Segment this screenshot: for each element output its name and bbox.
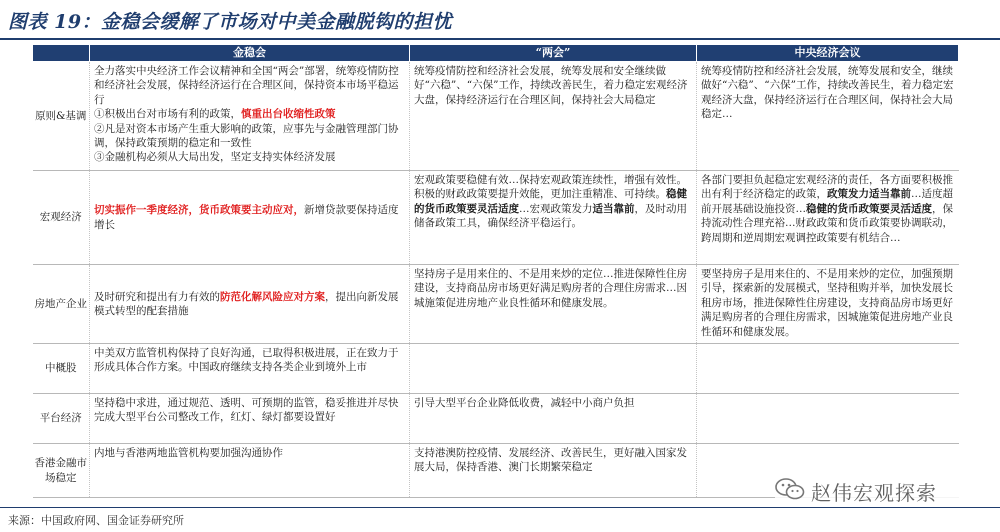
- figure-title: 图表 19：金稳会缓解了市场对中美金融脱钩的担忧: [8, 11, 453, 33]
- policy-comparison-table: [32, 44, 959, 498]
- highlight-text: 防范化解风险应对方案: [220, 290, 325, 303]
- cell-text: [414, 64, 692, 107]
- cell-text-segment: ③金融机构必须从大局出发，坚定支持实体经济发展: [94, 151, 336, 164]
- cell-text-segment: 要坚持房子是用来住的、不是用来炒的定位，加强预期引导，探索新的发展模式，坚持租购并举，加快发展长租房市场，推进保障性住房建设，支持商品房市场更好满足购房者的合理住房需求，因城施策促进房地产业良性循环和健康发展。: [701, 268, 953, 338]
- cell-text-segment: ，及时动用储备政策工具，确保经济平稳运行。: [414, 202, 687, 230]
- table-cell: [410, 444, 697, 498]
- table-cell: [697, 265, 959, 344]
- row-label: 香港金融市场稳定: [33, 444, 90, 498]
- highlight-text: 慎重出台收缩性政策: [241, 108, 336, 121]
- cell-text: [414, 446, 692, 475]
- cell-text: [701, 267, 955, 339]
- cell-text-segment: 坚持稳中求进，通过规范、透明、可预期的监管，稳妥推进并尽快完成大型平台公司整改工作，红灯、绿灯都要设置好: [94, 397, 399, 424]
- table-row: [33, 394, 959, 444]
- table-cell: [410, 265, 697, 344]
- table-cell: [410, 394, 697, 444]
- cell-text: [94, 64, 405, 165]
- cell-text-segment: 新增贷款要保持适度增长: [94, 204, 399, 231]
- emphasis-text: 适当靠前: [592, 202, 635, 215]
- cell-text-segment: 统筹疫情防控和经济社会发展，统筹发展和安全继续做好“六稳”、“六保”工作，持续改善民生，着力稳定宏观经济大盘，保持经济运行在合理区间，保持社会大局稳定: [414, 65, 688, 106]
- cell-text-segment: 内地与香港两地监管机构要加强沟通协作: [94, 447, 283, 459]
- row-label: 平台经济: [33, 394, 90, 444]
- watermark-text: 赵伟宏观探索: [811, 480, 937, 505]
- table-cell: [697, 171, 959, 265]
- table-cell: [90, 62, 410, 171]
- table-cell: [410, 62, 697, 171]
- header-blank: [33, 45, 90, 62]
- table-cell: [697, 62, 959, 171]
- table-cell: [697, 394, 959, 444]
- cell-text: [94, 203, 405, 232]
- table-row: [33, 171, 959, 265]
- table-cell: [90, 344, 410, 394]
- header-lianghui: “两会”: [410, 45, 697, 62]
- row-label: 宏观经济: [33, 171, 90, 265]
- cell-text-segment: …适度超前开展基础设施投资…: [701, 188, 953, 215]
- cell-text-segment: 引导大型平台企业降低收费，减轻中小商户负担: [414, 397, 635, 409]
- header-central-economic-conference: 中央经济会议: [697, 45, 959, 62]
- table-cell: [697, 344, 959, 394]
- cell-text: [94, 446, 405, 460]
- cell-text-segment: 全力落实中央经济工作会议精神和全国“两会”部署，统筹疫情防控和经济社会发展，保持经济运行在合理区间，保持资本市场平稳运行: [94, 65, 399, 106]
- emphasis-text: 政策发力适当靠前: [827, 188, 911, 201]
- table-cell: [90, 171, 410, 265]
- cell-text-segment: 宏观政策要稳健有效…保持宏观政策连续性，增强有效性。积极的财政政策要提升效能，更加注重精准、可持续。: [414, 174, 687, 201]
- cell-text-segment: 各部门要担负起稳定宏观经济的责任，各方面要积极推出有利于经济稳定的政策，: [701, 174, 953, 201]
- header-jinwenhui: 金稳会: [90, 45, 410, 62]
- row-label: 房地产企业: [33, 265, 90, 344]
- wechat-icon: [775, 477, 805, 505]
- cell-text-segment: …宏观政策发力: [519, 202, 593, 215]
- cell-text: [414, 173, 692, 231]
- table-cell: [90, 444, 410, 498]
- cell-text-segment: 支持港澳防控疫情、发展经济、改善民生，更好融入国家发展大局，保持香港、澳门长期繁荣稳定: [414, 447, 687, 474]
- cell-text-segment: ，保持流动性合理充裕…财政政策和货币政策要协调联动，跨周期和逆周期宏观调控政策要有机结合…: [701, 202, 953, 244]
- table-cell: [90, 394, 410, 444]
- cell-text: [94, 290, 405, 319]
- table-row: [33, 265, 959, 344]
- cell-text: [414, 267, 692, 310]
- cell-text-segment: ②凡是对资本市场产生重大影响的政策，应事先与金融管理部门协调，保持政策预期的稳定和一致性: [94, 122, 399, 150]
- cell-text-segment: ①积极出台对市场有利的政策，: [94, 108, 241, 121]
- table-cell: [410, 344, 697, 394]
- table-row: [33, 344, 959, 394]
- cell-text: [94, 396, 405, 425]
- emphasis-text: 稳健的货币政策要灵活适度: [806, 202, 932, 215]
- table-row: [33, 62, 959, 171]
- row-label: 中概股: [33, 344, 90, 394]
- table-cell: [90, 265, 410, 344]
- cell-text: [94, 346, 405, 375]
- highlight-text: 切实振作一季度经济，货币政策要主动应对，: [94, 204, 304, 217]
- cell-text-segment: ，提出向新发展模式转型的配套措施: [94, 290, 399, 317]
- table-header-row: [33, 45, 959, 62]
- cell-text-segment: 及时研究和提出有力有效的: [94, 290, 220, 303]
- table-cell: [410, 171, 697, 265]
- cell-text-segment: 统筹疫情防控和经济社会发展，统筹发展和安全，继续做好“六稳”、“六保”工作，持续改善民生，着力稳定宏观经济大盘，保持经济运行在合理区间，保持社会大局稳定…: [701, 65, 954, 121]
- source-note: 来源：中国政府网、国金证券研究所: [8, 514, 184, 527]
- bottom-rule: [0, 507, 1000, 508]
- emphasis-text: 稳健的货币政策要灵活适度: [414, 188, 687, 215]
- wechat-watermark: [775, 476, 980, 506]
- row-label: 原则&基调: [33, 62, 90, 171]
- cell-text: [701, 173, 955, 245]
- cell-text: [414, 396, 692, 410]
- cell-text: [701, 64, 955, 122]
- figure-title-bar: [0, 0, 1000, 40]
- cell-text-segment: 坚持房子是用来住的、不是用来炒的定位…推进保障性住房建设，支持商品房市场更好满足购房者的合理住房需求…因城施策促进房地产业良性循环和健康发展。: [414, 268, 687, 309]
- cell-text-segment: 中美双方监管机构保持了良好沟通，已取得积极进展，正在致力于形成具体合作方案。中国政府继续支持各类企业到境外上市: [94, 347, 399, 374]
